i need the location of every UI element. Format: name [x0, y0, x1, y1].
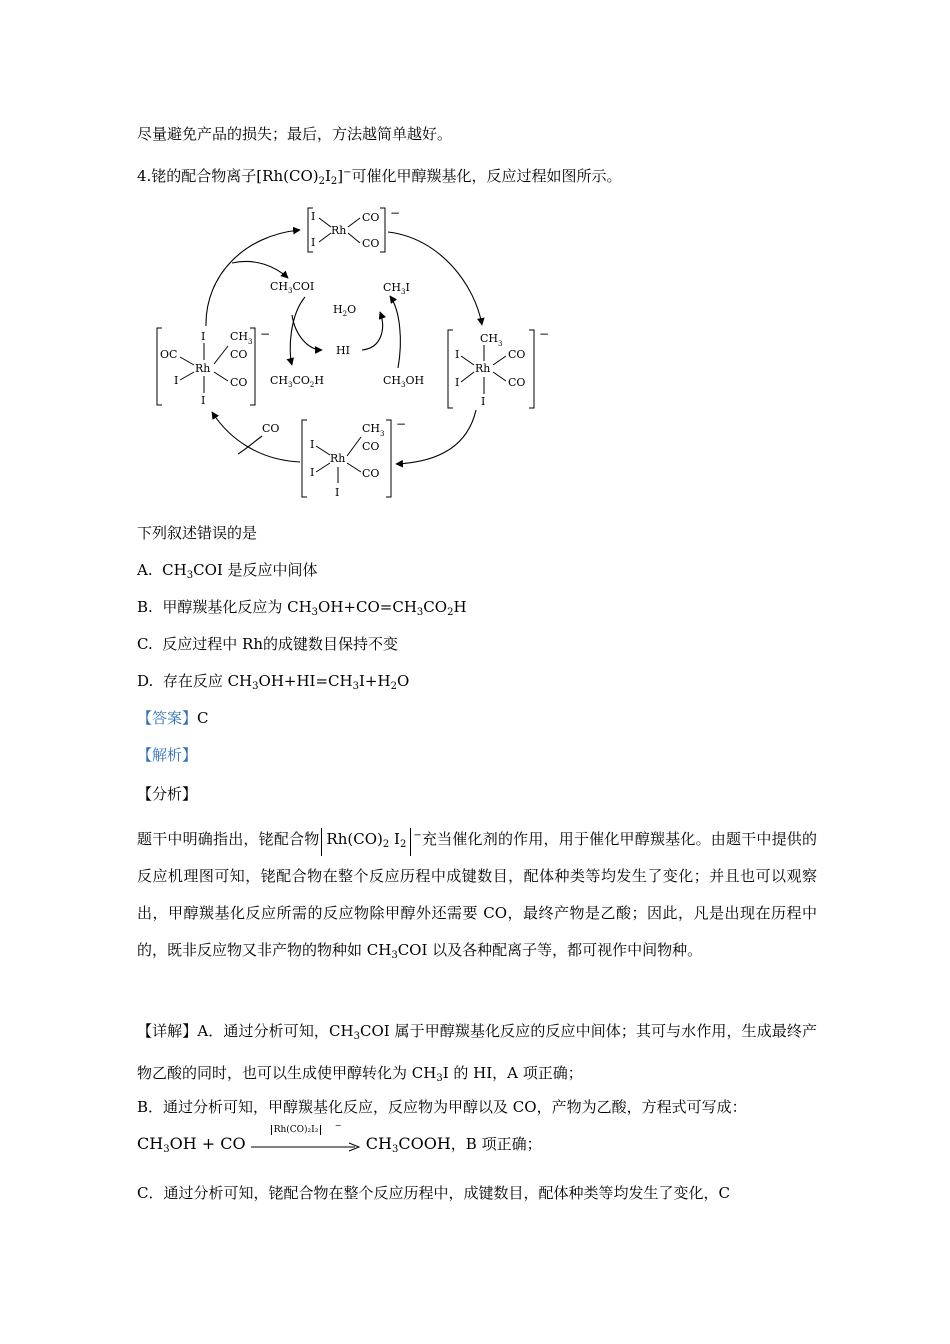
svg-text:I: I — [335, 486, 340, 499]
svg-text:I: I — [310, 438, 315, 451]
svg-text:CH3COI: $CH_3COI$ — [270, 280, 315, 295]
svg-text:H2O: $H_2O$ — [333, 303, 357, 318]
equation: $CH_3OH$ + CO Rh(CO)₂I₂ − $CH_3COOH$，B 项正确； — [137, 1120, 542, 1155]
svg-text:Rh: Rh — [475, 362, 491, 375]
complex-left — [157, 327, 270, 407]
svg-text:I: I — [201, 394, 206, 407]
svg-text:3: 3 — [248, 338, 253, 346]
complex-top — [308, 206, 400, 252]
option-d: D. 存在反应 $CH_3OH+HI=CH_3I+H_2O$ — [137, 672, 410, 692]
svg-text:−: − — [390, 206, 401, 220]
reaction-arrow: Rh(CO)₂I₂ − — [251, 1135, 361, 1155]
svg-text:Rh: Rh — [195, 362, 211, 375]
svg-text:I: I — [174, 374, 179, 387]
svg-text:CO: CO — [508, 376, 526, 389]
svg-text:CO: CO — [362, 237, 380, 250]
svg-text:HI: HI — [336, 344, 350, 357]
svg-text:CH: CH — [362, 422, 381, 435]
svg-text:CO: CO — [362, 467, 380, 480]
text-line-1: 尽量避免产品的损失；最后，方法越简单越好。 — [137, 125, 453, 143]
svg-text:OC: OC — [160, 348, 178, 361]
question-4-stem: 4.铑的配合物离子$[Rh(CO)_2I_2]^-$可催化甲醇羰基化，反应过程如图所示。 — [137, 167, 622, 187]
svg-text:I: I — [311, 210, 316, 223]
answer-label: 【答案】 — [137, 709, 198, 727]
analysis-label: 【解析】 — [137, 746, 198, 764]
complex-right — [448, 327, 549, 408]
svg-text:CO: CO — [362, 440, 380, 453]
svg-text:−: − — [539, 327, 550, 341]
svg-text:CO: CO — [230, 376, 248, 389]
svg-text:−: − — [260, 327, 271, 341]
svg-text:I: I — [455, 376, 460, 389]
svg-text:Rh: Rh — [331, 224, 347, 237]
svg-text:I: I — [201, 330, 206, 343]
svg-text:I: I — [455, 348, 460, 361]
svg-text:CH3CO2H: $CH_3CO_2H$ — [270, 374, 324, 389]
question-stem: 下列叙述错误的是 — [137, 524, 258, 542]
svg-text:CH: CH — [480, 332, 499, 345]
option-b: B. 甲醇羰基化反应为 $CH_3OH+CO=CH_3CO_2H$ — [137, 598, 467, 618]
svg-text:−: − — [396, 417, 407, 431]
detail-b-line: B．通过分析可知，甲醇羰基化反应，反应物为甲醇以及 CO，产物为乙酸，方程式可写成： — [137, 1098, 747, 1116]
reaction-cycle-diagram — [150, 200, 560, 505]
svg-text:3: 3 — [498, 340, 503, 348]
svg-text:CH: CH — [230, 330, 249, 343]
detail-paragraph: 【详解】A．通过分析可知，$CH_3COI$ 属于甲醇羰基化反应的反应中间体；其可与水作用，生成最终产物乙酸的同时，也可以生成使甲醇转化为 $CH_3I$ 的 HI，A 项正确； — [137, 1022, 817, 1084]
svg-text:3: 3 — [380, 430, 385, 438]
svg-text:CO: CO — [230, 348, 248, 361]
svg-text:Rh: Rh — [330, 452, 346, 465]
svg-text:CO: CO — [262, 422, 280, 435]
answer-line — [137, 708, 209, 728]
svg-text:CO: CO — [508, 348, 526, 361]
svg-text:I: I — [481, 395, 486, 408]
answer-value: C — [197, 709, 209, 727]
option-a: A. $CH_3COI$ 是反应中间体 — [137, 561, 318, 581]
svg-text:I: I — [311, 236, 316, 249]
svg-text:I: I — [310, 466, 315, 479]
svg-text:CH3OH: $CH_3OH$ — [383, 374, 425, 389]
complex-bottom — [302, 417, 406, 499]
svg-text:CH3I: $CH_3I$ — [383, 281, 410, 296]
analysis-paragraph: 题干中明确指出，铑配合物 $Rh(CO)_2$ $I_2^-$充当催化剂的作用，用于催化甲醇羰基化。由题干中提供的反应机理图可知，铑配合物在整个反应历程中成键数目，配体种类等均发生了变化；并且也可以观察出，甲醇羰基化反应所需的反应物除甲醇外还需要 CO，最终产物是乙酸；因此，凡是出现在历程中的，既非反应物又非产物的物种如 $CH_3COI$ 以及各种配离子等，都可视作中间物种。 — [137, 830, 817, 961]
option-c: C. 反应过程中 Rh的成键数目保持不变 — [137, 635, 398, 653]
fenxi-label: 【分析】 — [137, 785, 198, 803]
svg-text:CO: CO — [362, 211, 380, 224]
detail-c-line: C．通过分析可知，铑配合物在整个反应历程中，成键数目，配体种类等均发生了变化，C — [137, 1184, 730, 1202]
